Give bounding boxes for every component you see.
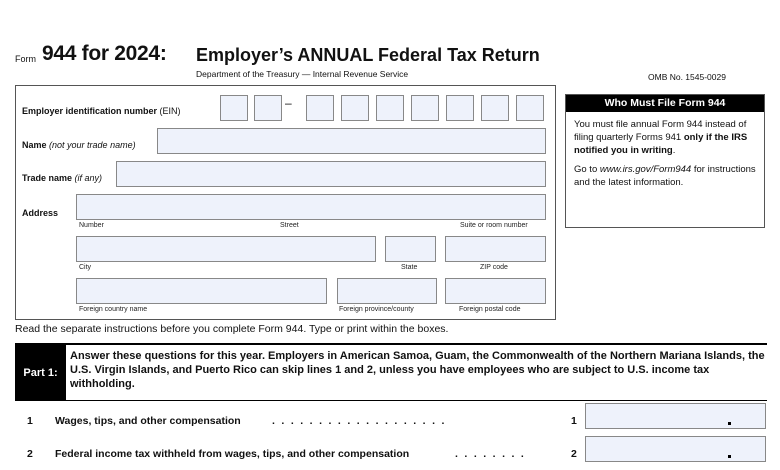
form944-link[interactable]: www.irs.gov/Form944 <box>599 164 692 175</box>
caption-city: City <box>79 264 92 271</box>
ein-digit-1[interactable] <box>220 95 248 121</box>
ein-digit-4[interactable] <box>341 95 369 121</box>
foreign-country-field[interactable] <box>76 278 327 304</box>
line2-ref: 2 <box>571 448 577 460</box>
ein-digit-9[interactable] <box>516 95 544 121</box>
line1-leader-dots: ................... <box>272 415 451 427</box>
who-must-file-heading: Who Must File Form 944 <box>566 95 764 112</box>
form-title: Employer’s ANNUAL Federal Tax Return <box>196 45 540 65</box>
ein-digit-5[interactable] <box>376 95 404 121</box>
part1-text: Answer these questions for this year. Employers in American Samoa, Guam, the Commonwealth of the Northern Mariana Islands, the U.S. Virgin Islands, and Puerto Rico can skip lines 1 and 2, unless you have employees who are subject to U.S. income tax withholding. <box>70 350 765 390</box>
ein-separator: – <box>285 96 292 110</box>
caption-suite: Suite or room number <box>460 222 528 229</box>
ein-label: Employer identification number (EIN) <box>22 106 181 116</box>
address-label: Address <box>22 208 59 218</box>
caption-number: Number <box>79 222 104 229</box>
trade-name-field[interactable] <box>116 161 546 187</box>
ein-digit-3[interactable] <box>306 95 334 121</box>
caption-state: State <box>401 264 418 271</box>
part1-banner <box>15 343 767 401</box>
ein-digit-6[interactable] <box>411 95 439 121</box>
line2-decimal-point <box>728 455 731 458</box>
who-must-file-box <box>565 94 765 228</box>
instructions-line: Read the separate instructions before you complete Form 944. Type or print within the boxes. <box>15 323 449 335</box>
name-label: Name (not your trade name) <box>22 140 136 150</box>
line1-amount-field[interactable] <box>585 403 766 429</box>
ein-digit-7[interactable] <box>446 95 474 121</box>
city-field[interactable] <box>76 236 376 262</box>
ein-digit-8[interactable] <box>481 95 509 121</box>
line1-ref: 1 <box>571 415 577 427</box>
department-line: Department of the Treasury — Internal Revenue Service <box>196 69 409 79</box>
caption-foreign-country: Foreign country name <box>79 306 148 313</box>
form-number: 944 for 2024: <box>42 42 167 65</box>
line1-label: Wages, tips, and other compensation <box>55 415 241 427</box>
name-field[interactable] <box>157 128 546 154</box>
caption-foreign-postal: Foreign postal code <box>459 306 521 313</box>
who-must-file-para1: You must file annual Form 944 instead of filing quarterly Forms 941 only if the IRS notified you in writing. <box>574 119 748 156</box>
who-must-file-para2: Go to www.irs.gov/Form944 for instructions and the latest information. <box>574 164 756 188</box>
street-address-field[interactable] <box>76 194 546 220</box>
foreign-province-field[interactable] <box>337 278 437 304</box>
foreign-postal-field[interactable] <box>445 278 546 304</box>
line2-number: 2 <box>27 448 33 460</box>
caption-foreign-province: Foreign province/county <box>339 306 414 313</box>
line2-label: Federal income tax withheld from wages, tips, and other compensation <box>55 448 410 460</box>
ein-digit-2[interactable] <box>254 95 282 121</box>
line2-amount-field[interactable] <box>585 436 766 462</box>
form-word: Form <box>15 54 36 64</box>
line1-decimal-point <box>728 422 731 425</box>
zip-field[interactable] <box>445 236 546 262</box>
caption-zip: ZIP code <box>480 264 508 271</box>
line2-leader-dots: ........ <box>455 448 531 460</box>
caption-street: Street <box>280 222 299 229</box>
part1-tag: Part 1: <box>15 345 66 400</box>
state-field[interactable] <box>385 236 436 262</box>
trade-name-label: Trade name (if any) <box>22 173 103 183</box>
line1-number: 1 <box>27 415 33 427</box>
omb-number: OMB No. 1545-0029 <box>648 72 726 82</box>
